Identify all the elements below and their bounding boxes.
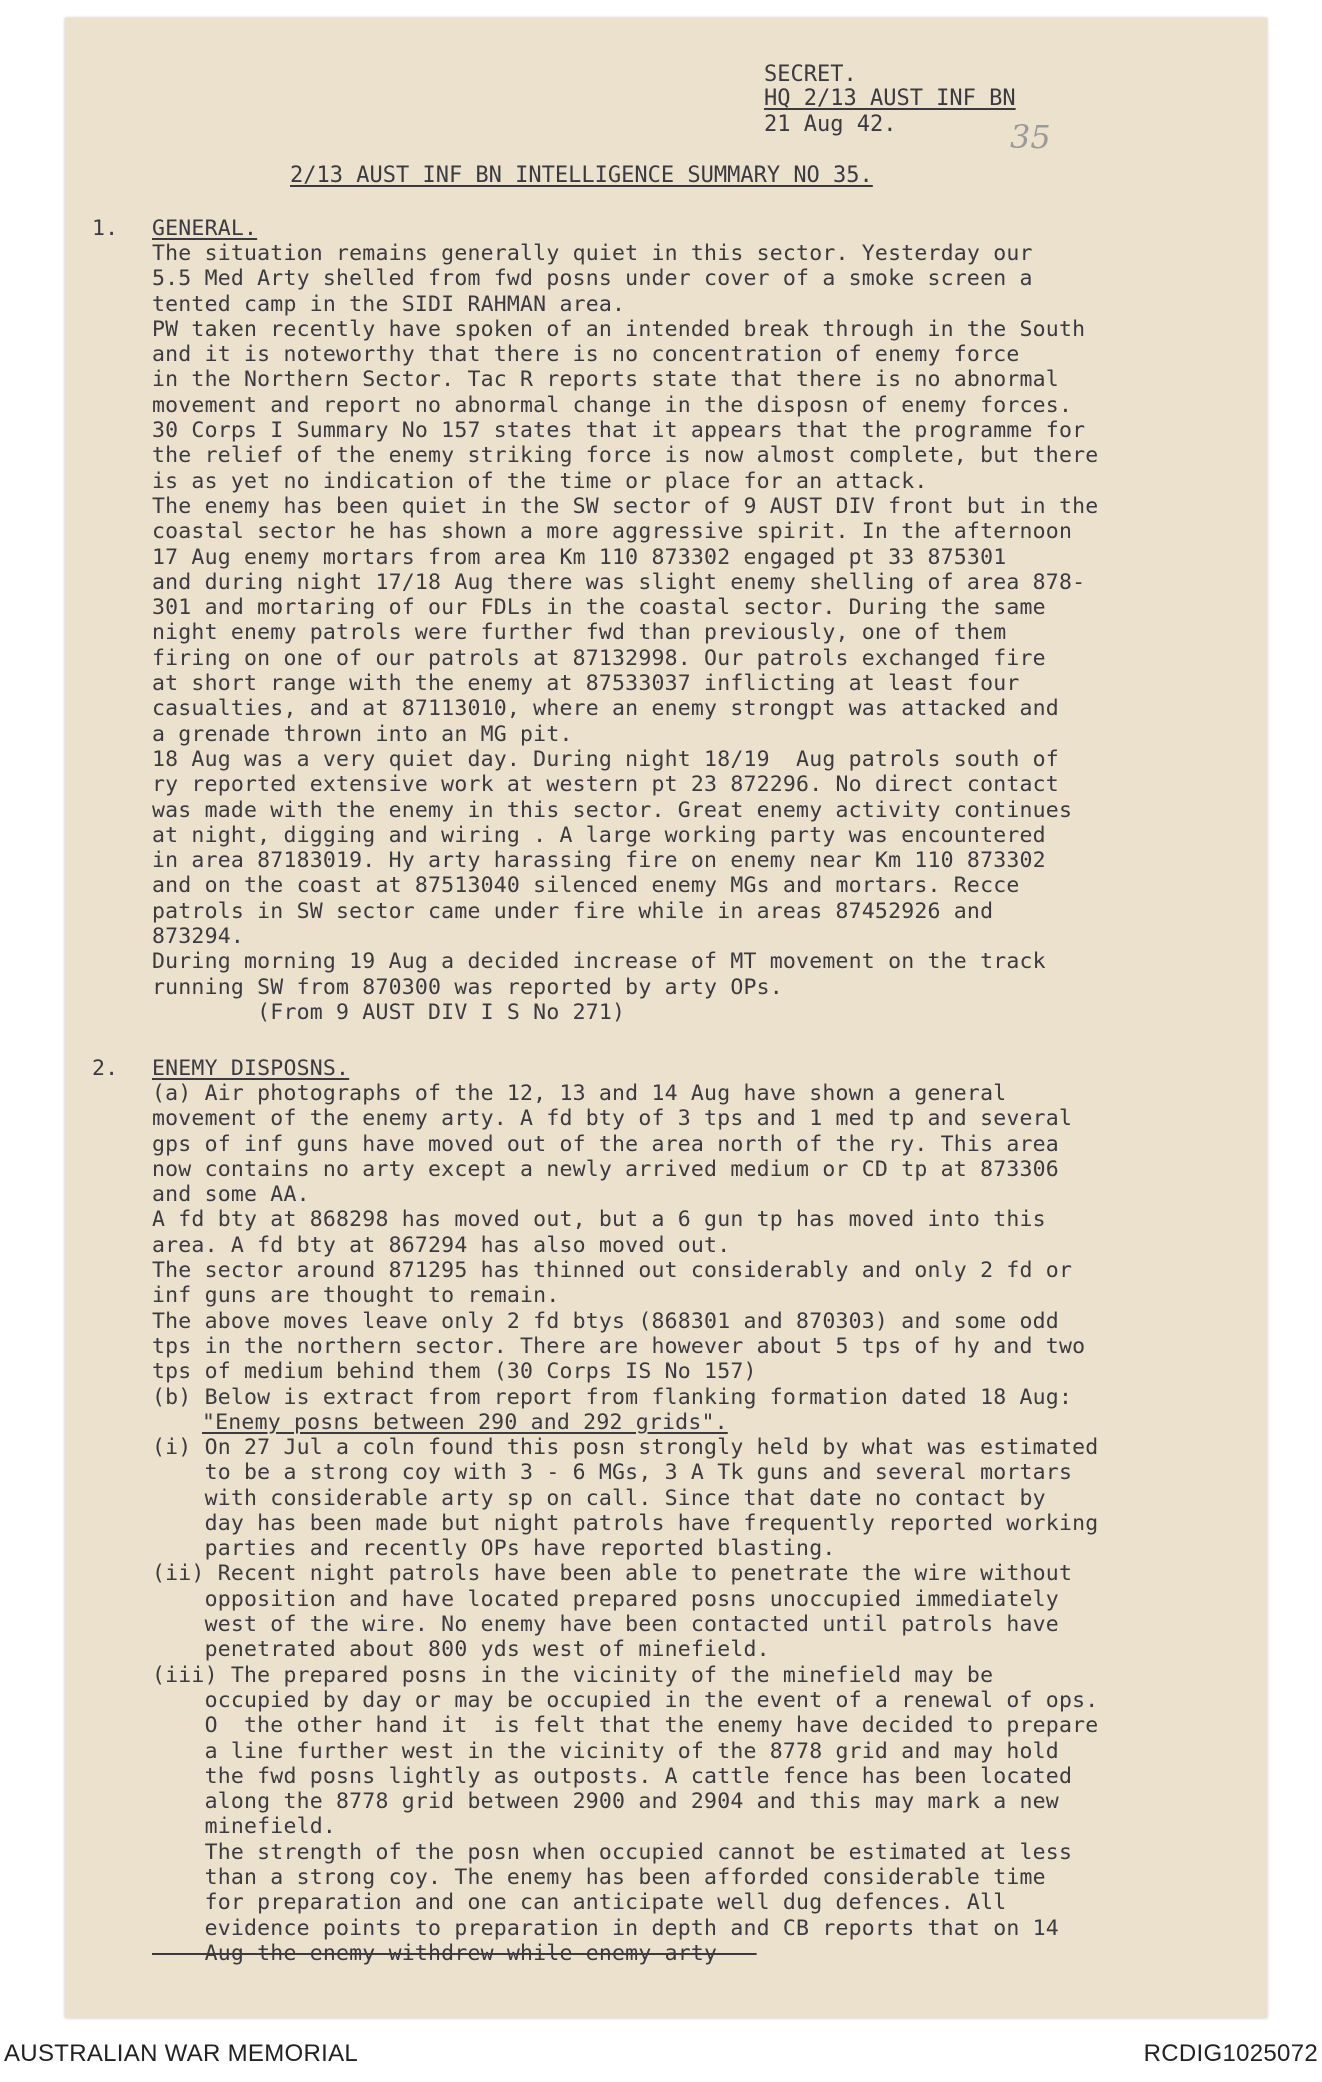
section1-lines-line: 18 Aug was a very quiet day. During night 18/19 Aug patrols south of xyxy=(152,746,1059,772)
section2-lines_a-line: now contains no arty except a newly arrived medium or CD tp at 873306 xyxy=(152,1156,1059,1182)
section2-lines_b-line: along the 8778 grid between 2900 and 2904 and this may mark a new xyxy=(152,1789,1059,1815)
section2-lines_b-line: (i) On 27 Jul a coln found this posn strongly held by what was estimated xyxy=(152,1435,1099,1460)
section2-lines_b-line: the fwd posns lightly as outposts. A cattle fence has been located xyxy=(152,1763,1073,1789)
classification-label: SECRET. xyxy=(764,62,857,87)
section1-lines-line: night enemy patrols were further fwd than previously, one of them xyxy=(152,620,1007,646)
section1-lines-line: The situation remains generally quiet in this sector. Yesterday our xyxy=(152,241,1033,266)
footer-identifier: RCDIG1025072 xyxy=(1143,2040,1318,2067)
date-label: 21 Aug 42. xyxy=(764,112,897,137)
section1-lines-line: the relief of the enemy striking force is now almost complete, but there xyxy=(152,443,1099,469)
section2-lines_b-line: a line further west in the vicinity of the 8778 grid and may hold xyxy=(152,1738,1059,1764)
section1-lines-line: in area 87183019. Hy arty harassing fire on enemy near Km 110 873302 xyxy=(152,848,1046,874)
section2-lines_b-line: parties and recently OPs have reported blasting. xyxy=(152,1536,836,1562)
section2-lines_b-line: opposition and have located prepared posns unoccupied immediately xyxy=(152,1586,1059,1612)
section2-lines_b-line: O the other hand it is felt that the enemy have decided to prepare xyxy=(152,1713,1099,1739)
section1-lines-line: was made with the enemy in this sector. Great enemy activity continues xyxy=(152,797,1073,823)
section2-lines_a-line: The sector around 871295 has thinned out considerably and only 2 fd or xyxy=(152,1258,1073,1284)
section1-lines-line: movement and report no abnormal change in the disposn of enemy forces. xyxy=(152,392,1073,418)
section2-lines_b-line: occupied by day or may be occupied in the event of a renewal of ops. xyxy=(152,1687,1099,1713)
section1-lines-line: a grenade thrown into an MG pit. xyxy=(152,721,573,747)
section1-lines-line: ry reported extensive work at western pt 23 872296. No direct contact xyxy=(152,772,1059,798)
section2-body-b xyxy=(152,1435,1098,1941)
section1-lines-line: 301 and mortaring of our FDLs in the coastal sector. During the same xyxy=(152,595,1046,621)
struck-out-line: Aug the enemy withdrew while enemy arty -- xyxy=(152,1941,757,1966)
section1-lines-line: tented camp in the SIDI RAHMAN area. xyxy=(152,291,626,317)
section2-lines_a-line: The above moves leave only 2 fd btys (868301 and 870303) and some odd xyxy=(152,1308,1059,1334)
section2-lines_a-line: inf guns are thought to remain. xyxy=(152,1283,560,1309)
section2-lines_b-line: (ii) Recent night patrols have been able to penetrate the wire without xyxy=(152,1561,1073,1587)
section2-number: 2. xyxy=(92,1056,119,1081)
document-title: 2/13 AUST INF BN INTELLIGENCE SUMMARY NO 35. xyxy=(290,163,873,188)
section1-body xyxy=(152,241,1098,1025)
section1-lines-line: at short range with the enemy at 87533037 inflicting at least four xyxy=(152,671,1020,697)
section1-lines-line: at night, digging and wiring . A large working party was encountered xyxy=(152,822,1046,848)
section2-quote: "Enemy posns between 290 and 292 grids". xyxy=(202,1410,728,1435)
section1-heading: GENERAL. xyxy=(152,216,258,241)
section2-lines_a-line: (a) Air photographs of the 12, 13 and 14 Aug have shown a general xyxy=(152,1081,1007,1106)
section2-lines_a-line: and some AA. xyxy=(152,1182,310,1208)
section2-heading: ENEMY DISPOSNS. xyxy=(152,1056,350,1081)
section2-lines_b-line: for preparation and one can anticipate well dug defences. All xyxy=(152,1890,1007,1916)
section1-lines-line: coastal sector he has shown a more aggressive spirit. In the afternoon xyxy=(152,519,1073,545)
section1-lines-line: 5.5 Med Arty shelled from fwd posns under cover of a smoke screen a xyxy=(152,266,1033,292)
section2-lines_b-line: to be a strong coy with 3 - 6 MGs, 3 A Tk guns and several mortars xyxy=(152,1460,1073,1486)
section2-lines_b-line: with considerable arty sp on call. Since that date no contact by xyxy=(152,1485,1046,1511)
section1-lines-line: firing on one of our patrols at 87132998. Our patrols exchanged fire xyxy=(152,645,1046,671)
section1-lines-line: and on the coast at 87513040 silenced enemy MGs and mortars. Recce xyxy=(152,873,1020,899)
section2-lines_a-line: A fd bty at 868298 has moved out, but a 6 gun tp has moved into this xyxy=(152,1207,1046,1233)
footer-institution: AUSTRALIAN WAR MEMORIAL xyxy=(4,2040,359,2067)
section1-lines-line: is as yet no indication of the time or place for an attack. xyxy=(152,468,928,494)
section1-number: 1. xyxy=(92,216,119,241)
section2-lines_a-line: tps of medium behind them (30 Corps IS No 157) xyxy=(152,1359,757,1385)
section1-lines-line: in the Northern Sector. Tac R reports state that there is no abnormal xyxy=(152,367,1059,393)
section2-lines_b-line: The strength of the posn when occupied cannot be estimated at less xyxy=(152,1839,1073,1865)
section1-lines-line: and it is noteworthy that there is no concentration of enemy force xyxy=(152,342,1020,368)
section1-lines-line: 30 Corps I Summary No 157 states that it appears that the programme for xyxy=(152,418,1086,444)
section1-lines-line: 17 Aug enemy mortars from area Km 110 873302 engaged pt 33 875301 xyxy=(152,544,1007,570)
section2-lines_a-line: area. A fd bty at 867294 has also moved out. xyxy=(152,1232,731,1258)
section2-lines_b-line: west of the wire. No enemy have been contacted until patrols have xyxy=(152,1612,1059,1638)
section2-lines_a-line: tps in the northern sector. There are however about 5 tps of hy and two xyxy=(152,1333,1086,1359)
section2-lines_b-line: evidence points to preparation in depth and CB reports that on 14 xyxy=(152,1915,1059,1941)
section1-lines-line: and during night 17/18 Aug there was slight enemy shelling of area 878- xyxy=(152,569,1086,595)
section2-lines_b-line: penetrated about 800 yds west of minefield. xyxy=(152,1637,770,1663)
section1-lines-line: During morning 19 Aug a decided increase of MT movement on the track xyxy=(152,949,1046,975)
section2-lines_b-line: (iii) The prepared posns in the vicinity of the minefield may be xyxy=(152,1662,994,1688)
section1-lines-line: The enemy has been quiet in the SW sector of 9 AUST DIV front but in the xyxy=(152,493,1099,519)
section2-body-a xyxy=(152,1081,1085,1410)
unit-label: HQ 2/13 AUST INF BN xyxy=(764,86,1016,111)
section2-lines_a-line: (b) Below is extract from report from flanking formation dated 18 Aug: xyxy=(152,1384,1073,1410)
section2-lines_a-line: movement of the enemy arty. A fd bty of 3 tps and 1 med tp and several xyxy=(152,1106,1073,1132)
section2-lines_a-line: gps of inf guns have moved out of the area north of the ry. This area xyxy=(152,1131,1059,1157)
section2-lines_b-line: minefield. xyxy=(152,1814,337,1840)
section1-lines-line: casualties, and at 87113010, where an enemy strongpt was attacked and xyxy=(152,696,1059,722)
section2-lines_b-line: than a strong coy. The enemy has been afforded considerable time xyxy=(152,1865,1046,1891)
page-number-mark: 35 xyxy=(1010,118,1051,156)
section1-lines-line: 873294. xyxy=(152,924,245,950)
section2-lines_b-line: day has been made but night patrols have frequently reported working xyxy=(152,1510,1099,1536)
section1-lines-line: running SW from 870300 was reported by arty OPs. xyxy=(152,974,783,1000)
section1-lines-line: patrols in SW sector came under fire while in areas 87452926 and xyxy=(152,898,994,924)
section1-lines-line: (From 9 AUST DIV I S No 271) xyxy=(152,999,626,1025)
section1-lines-line: PW taken recently have spoken of an intended break through in the South xyxy=(152,316,1086,342)
